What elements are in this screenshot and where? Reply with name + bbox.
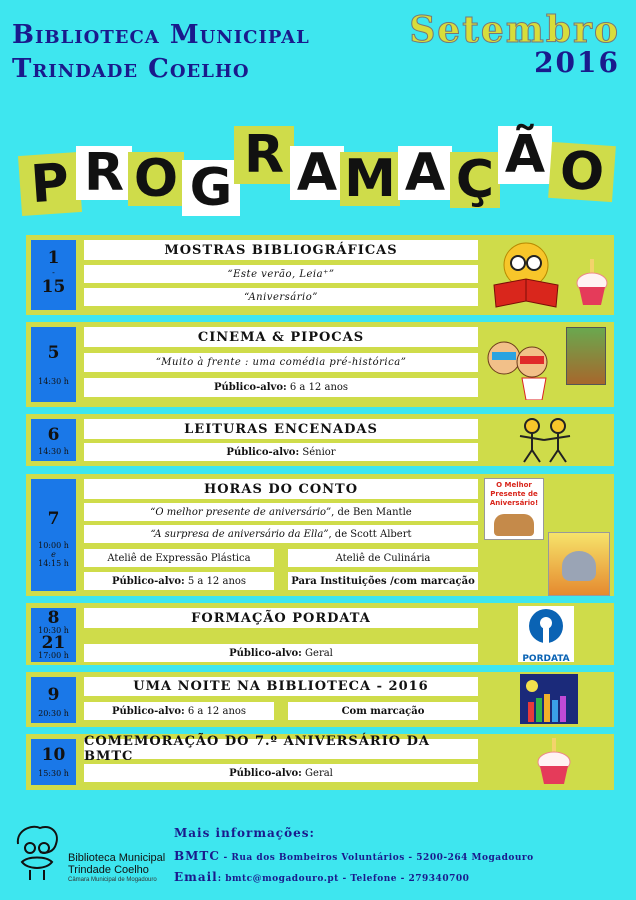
event-date-end: 21 [41, 633, 66, 653]
title-letter: R [76, 146, 132, 200]
footer-logo-line2: Trindade Coelho [68, 864, 149, 876]
title-letter: O [548, 142, 616, 202]
audience-label: Público-alvo: [229, 767, 302, 779]
date-box [31, 739, 76, 785]
event-audience [84, 764, 478, 782]
movie-cover [566, 327, 606, 385]
pordata-logo [518, 606, 574, 662]
event-title: FORMAÇÃO PORDATA [84, 608, 478, 628]
audience-value: Geral [305, 767, 333, 779]
address-text: - Rua dos Bombeiros Voluntários - 5200-264 Mogadouro [219, 853, 534, 863]
title-letter: Ã [498, 126, 552, 184]
pordata-keyhole-icon [518, 606, 574, 650]
note-text: Para Instituições /com marcação [291, 575, 475, 587]
title-letter: Ç [450, 152, 500, 208]
audience-value: 6 a 12 anos [187, 705, 247, 717]
event-date-sep: - [52, 268, 55, 277]
audience-label: Público-alvo: [111, 575, 185, 587]
event-date: 9 [47, 685, 60, 705]
event-line: “Este verão, Leia⁺” [84, 265, 478, 283]
event-time: 14:30 h [38, 447, 69, 456]
cinema-kids-icon [482, 330, 562, 400]
event-time: 15:30 h [38, 769, 69, 778]
workshop-label: Ateliê de Expressão Plástica [84, 549, 274, 567]
event-line: “Muito à frente : uma comédia pré-histórica” [84, 353, 478, 372]
book-author: , de Scott Albert [328, 528, 412, 540]
night-library-icon [520, 674, 578, 724]
event-date: 7 [47, 509, 60, 529]
audience-value: Geral [305, 647, 333, 659]
event-title: HORAS DO CONTO [84, 479, 478, 499]
footer-contact [174, 870, 469, 884]
reading-emoji-icon [484, 239, 574, 311]
email-label: Email [174, 870, 218, 884]
event-audience [84, 443, 478, 461]
library-name-line1: Biblioteca Municipal [12, 20, 310, 50]
title-letter: A [290, 146, 344, 200]
note-text: Com marcação [341, 705, 425, 717]
event-time: 10:00 h [38, 541, 69, 550]
library-name [12, 18, 310, 86]
event-time: 14:15 h [38, 559, 69, 568]
audience-value: 5 a 12 anos [187, 575, 247, 587]
date-box [31, 479, 76, 591]
date-box [31, 419, 76, 461]
pordata-logo-text: PORDATA [522, 654, 570, 664]
event-audience [84, 644, 478, 662]
cupcake-icon [574, 257, 610, 309]
event-title: MOSTRAS BIBLIOGRÁFICAS [84, 240, 478, 260]
event-title: UMA NOITE NA BIBLIOTECA - 2016 [84, 677, 478, 696]
audience-value: Sénior [302, 446, 336, 458]
more-info-heading: Mais informações: [174, 826, 315, 840]
audience-label: Público-alvo: [213, 382, 287, 393]
book-author: , de Ben Mantle [331, 506, 412, 518]
event-block-noite-biblioteca [26, 672, 614, 727]
cupcake-icon [534, 736, 574, 788]
footer-address [174, 849, 534, 863]
event-book-line [84, 503, 478, 521]
event-title: COMEMORAÇÃO DO 7.º ANIVERSÁRIO DA BMTC [84, 739, 478, 759]
date-box [31, 327, 76, 402]
audience-label: Público-alvo: [229, 647, 302, 659]
event-date: 5 [47, 343, 60, 363]
date-box [31, 677, 76, 723]
event-date: 6 [47, 425, 60, 445]
event-block-cinema [26, 322, 614, 407]
footer-logo-line1: Biblioteca Municipal [68, 852, 166, 864]
event-date-end: 15 [41, 277, 66, 297]
title-letter: R [234, 126, 294, 184]
event-title: CINEMA & PIPOCAS [84, 327, 478, 347]
book-cover-text: O Melhor Presente de Aniversário! [489, 481, 539, 507]
event-note [288, 572, 478, 590]
event-title: LEITURAS ENCENADAS [84, 419, 478, 439]
year-label: 2016 [534, 46, 620, 79]
event-time: 14:30 h [38, 377, 69, 386]
book-cover-surpresa-ella [548, 532, 610, 596]
event-time: 17:00 h [38, 651, 69, 660]
title-letter: A [398, 146, 452, 200]
event-date: 8 [47, 608, 60, 628]
event-book-line [84, 525, 478, 543]
audience-value: 6 a 12 anos [289, 382, 349, 393]
library-name-line2: Trindade Coelho [12, 54, 250, 84]
event-date: 10 [41, 745, 66, 765]
date-box [31, 608, 76, 662]
workshop-label: Ateliê de Culinária [288, 549, 478, 567]
event-block-horas-conto [26, 474, 614, 596]
audience-label: Público-alvo: [111, 705, 185, 717]
event-block-mostras [26, 235, 614, 315]
stick-figures-icon [514, 416, 574, 464]
event-block-pordata [26, 603, 614, 665]
month-label: Setembro [409, 9, 620, 51]
book-cover-melhor-presente [484, 478, 544, 540]
footer-logo-sub: Câmara Municipal de Mogadouro [68, 877, 157, 883]
event-audience [84, 378, 478, 397]
event-time: 20:30 h [38, 709, 69, 718]
book-title: “O melhor presente de aniversário” [150, 506, 332, 518]
audience-label: Público-alvo: [226, 446, 300, 458]
title-letter: P [18, 152, 82, 216]
event-block-leituras [26, 414, 614, 466]
title-letter: G [182, 160, 240, 216]
event-date: 1 [47, 248, 60, 268]
bmtc-label: BMTC [174, 849, 220, 863]
title-letter: M [340, 152, 400, 206]
footer-logo-name [68, 852, 165, 876]
book-title: “A surpresa de aniversário da Ella” [150, 528, 329, 540]
event-time-sep: e [51, 550, 56, 559]
contact-text: : bmtc@mogadouro.pt - Telefone - 279340700 [217, 874, 470, 884]
event-audience [84, 572, 274, 590]
event-line: “Aniversário” [84, 288, 478, 306]
library-logo-icon [10, 822, 64, 882]
event-block-aniversario [26, 734, 614, 790]
date-box [31, 240, 76, 310]
event-audience [84, 702, 274, 720]
event-note [288, 702, 478, 720]
event-time: 10:30 h [38, 626, 69, 635]
title-letter: O [128, 152, 184, 206]
